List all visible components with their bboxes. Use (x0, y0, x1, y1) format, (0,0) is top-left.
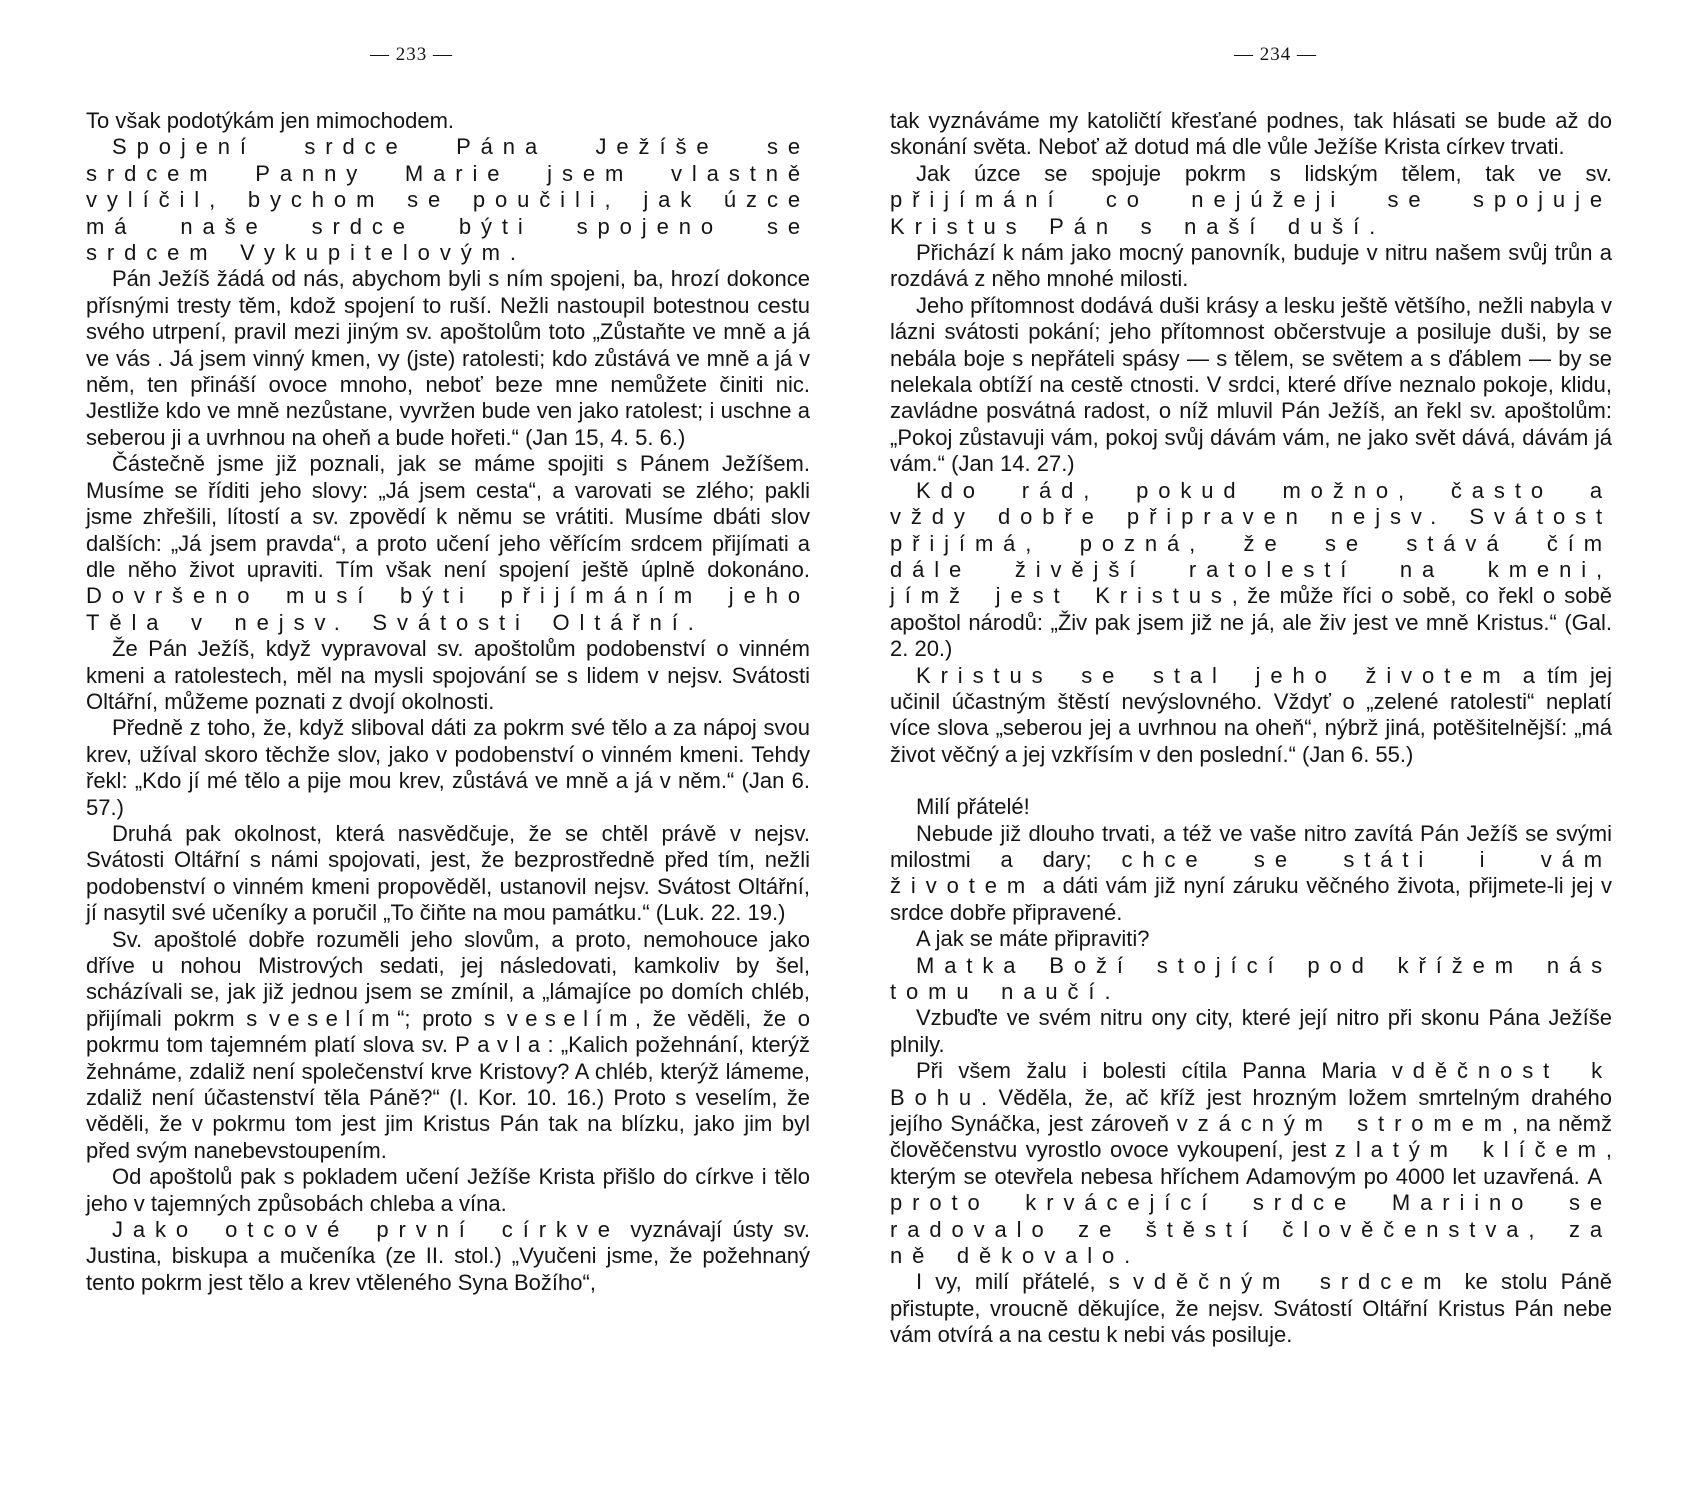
text-run: veselím (506, 1005, 635, 1031)
paragraph-l9 (86, 1164, 810, 1217)
right-page-text (890, 108, 1612, 1349)
text-run: Částečně jsme již poznali, jak se máme spojiti s Pánem Ježíšem. Musíme se říditi jeho slovy: „Já jsem cesta“, a varovati se zlého; pakli jsme zhřešili, lítostí a sv. zpovědí k němu se vrátiti. Musíme dbáti slov dalších: „Já jsem pravda“, a proto učení jeho věřícím srdcem přijímati a dle něho život upraviti. Tím však není spojení ještě úplně dokonáno. (86, 451, 810, 582)
text-run: Pán Ježíš žádá od nás, abychom byli s ním spojeni, ba, hrozí dokonce přísnými tresty těm, kdož spojení to ruší. Nežli nastoupil botestnou cestu svého utrpení, pravil mezi jiným sv. apoštolům toto „Zůstaňte ve mně a já ve vás . Já jsem vinný kmen, vy (jste) ratolesti; kdo zůstává ve mně a já v něm, ten přináší ovoce mnoho, neboť beze mne nemůžete činiti nic. Jestliže kdo ve mně nezůstane, vyvržen bude ven jako ratolest; i uschne a seberou ji a uvrhnou na oheň a bude hořeti.“ (Jan 15, 4. 5. 6.) (86, 266, 810, 450)
text-run: zlatým klíčem (1334, 1137, 1606, 1163)
text-run: Od apoštolů pak s pokladem učení Ježíše Krista přišlo do církve i tělo jeho v tajemných způsobách chleba a vína. (86, 1164, 810, 1216)
text-run: Přichází k nám jako mocný panovník, buduje v nitru našem svůj trůn a rozdává z něho mnohé milosti. (890, 240, 1612, 292)
text-run: Pavla (455, 1032, 548, 1058)
text-run: , že může říci o sobě, co řekl o sobě apoštol národů: „Živ pak jsem již ne já, ale živ jest ve mně Kristus.“ (Gal. 2. 20.) (890, 583, 1612, 662)
text-run: “; proto s (397, 1005, 507, 1031)
paragraph-r10 (890, 953, 1612, 1006)
text-run: Matka Boží stojící pod křížem nás tomu naučí. (890, 952, 1612, 1004)
text-run: I vy, milí přátelé, s (916, 1269, 1133, 1295)
paragraph-l7 (86, 821, 810, 927)
text-run: : „Kalich požehnání, kterýž žehnáme, zdaliž není společenství krve Kristovy? A chléb, kterýž lámeme, zdaliž není účastenství těla Páně?“ (I. Kor. 10. 16.) Proto s veselím, že věděli, že v pokrmu tom jest jim Kristus Pán tak na blízku, jako jim byl před svým nanebevstoupením. (86, 1032, 810, 1163)
text-run: Při všem žalu i bolesti cítila Panna Maria (916, 1058, 1392, 1084)
text-run: Nebude již dlouho trvati, a též ve vaše nitro zavítá Pán Ježíš se svými milostmi a dary; (890, 820, 1612, 872)
text-run: To však podotýkám jen mimochodem. (86, 108, 455, 133)
paragraph-r2 (890, 161, 1612, 240)
paragraph-r9 (890, 926, 1612, 952)
paragraph-r1 (890, 108, 1612, 161)
text-run: Kristus se stal jeho životem (916, 662, 1511, 688)
paragraph-l4 (86, 451, 810, 636)
text-run: Sv. apoštolé dobře rozuměli jeho slovům, a proto, nemohouce jako dříve u nohou Mistrových sedati, jej následovati, kamkoliv by šel, scházívali se, jak již jednou jsem se zmínil, a „lámajíce po domích chléb, přijímali pokrm s (86, 926, 810, 1031)
text-run: , kterým se otevřela nebesa hříchem Adamovým po 4000 let uzavřená. (890, 1137, 1612, 1189)
text-run: Spojení srdce Pána Ježíše se srdcem Panny Marie jsem vlastně vylíčil, bychom se poučili, jak úzce má naše srdce býti spojeno se srdcem Vykupitelovým. (86, 134, 810, 266)
text-run: , že věděli, že o pokrmu tom tajemném platí slova sv. (86, 1005, 810, 1058)
text-run: Jako otcové první církve (112, 1217, 620, 1243)
paragraph-r4 (890, 293, 1612, 478)
paragraph-l6 (86, 715, 810, 821)
paragraph-l8 (86, 927, 810, 1165)
text-run: Jeho přítomnost dodává duši krásy a lesku ještě většího, nežli nabyla v lázni svátosti pokání; jeho přítomnost občerstvuje a posiluje duši, by se nebála boje s nepřáteli spásy — s tělem, se světem a s ďáblem — by se nelekala obtíží na cestě ctnosti. V srdci, které dříve neznalo pokoje, klidu, zavládne posvátná radost, o níž mluvil Pán Ježíš, an řekl sv. apoštolům: „Pokoj zůstavuji vám, pokoj svůj dávám vám, ne jako svět dává, dávám já vám.“ (Jan 14. 27.) (890, 292, 1612, 477)
paragraph-r8 (890, 821, 1612, 927)
paragraph-l5 (86, 636, 810, 715)
text-run: Jak úzce se spojuje pokrm s lidským tělem, tak ve sv. (916, 160, 1612, 186)
text-run: , na němž člověčenstvu vyrostlo ovoce vykoupení, jest (890, 1111, 1612, 1163)
paragraph-l1 (86, 108, 810, 134)
paragraph-l10 (86, 1217, 810, 1296)
text-run: veselím (268, 1005, 398, 1031)
text-run: přijímání co nejúžeji se spojuje Kristus Pán s naší duší. (890, 187, 1612, 239)
text-run: ke stolu Páně přistupte, vroucně děkujíce, že nejsv. Svátostí Oltářní Kristus Pán nebe vám otvírá a na cestu k nebi vás posiluje. (890, 1269, 1613, 1348)
text-run: a dáti vám již nyní záruku věčného života, přijmete-li jej v srdce dobře připravené. (890, 873, 1612, 925)
text-run: vzácným stromem (1176, 1111, 1513, 1137)
text-run: vyznávají ústy sv. Justina, biskupa a mučeníka (ze II. stol.) „Vyučeni jsme, že požehnaný tento pokrm jest tělo a krev vtěleného Syna Božího“, (86, 1217, 811, 1295)
text-run: A proto krvácející srdce Mariino se radovalo ze štěstí člověčenstva, za ně děkovalo. (890, 1163, 1612, 1269)
text-run: tak vyznáváme my katoličtí křesťané podnes, tak hlásati se bude až do skonání světa. Neboť až dotud má dle vůle Ježíše Krista církev trvati. (890, 108, 1612, 160)
text-run: vděčným srdcem (1132, 1269, 1452, 1295)
text-run: Milí přátelé! (916, 794, 1030, 820)
text-run: Že Pán Ježíš, když vypravoval sv. apoštolům podobenství o vinném kmeni a ratolestech, měl na mysli spojování se s lidem v nejsv. Svátosti Oltářní, můžeme poznati z dvojí okolnosti. (86, 636, 810, 714)
text-run: a tím jej učinil účastným štěstí nevýslovného. Vždyť o „zelené ratolesti“ neplatí více slova „seberou jej a uvrhnou na oheň“, nýbrž jiná, potěšitelnější: „má život věčný a jej vzkřísím v den poslední.“ (Jan 6. 55.) (890, 662, 1612, 767)
paragraph-r6 (890, 663, 1612, 769)
paragraph-r13 (890, 1269, 1612, 1348)
text-run: Kdo rád, pokud možno, často a vždy dobře připraven nejsv. Svátost přijímá, pozná, že se stává čím dále živější ratolestí na kmeni, jímž jest Kristus (890, 477, 1612, 609)
text-run: vděčnost k Bohu (890, 1058, 1612, 1110)
paragraph-r11 (890, 1005, 1612, 1058)
text-run: A jak se máte připraviti? (916, 926, 1150, 952)
left-page-text (86, 108, 810, 1296)
text-run: chce se státi i vám životem (890, 846, 1613, 899)
paragraph-r5 (890, 478, 1612, 663)
text-run: Předně z toho, že, když sliboval dáti za pokrm své tělo a za nápoj svou krev, užíval skoro těchže slov, jako v podobenství o vinném kmeni. Tehdy řekl: „Kdo jí mé tělo a pije mou krev, zůstává ve mně a já v něm.“ (Jan 6. 57.) (86, 715, 810, 820)
right-page (854, 0, 1708, 1500)
text-run: . Věděla, že, ač kříž jest hrozným ložem smrtelným drahého jejího Synáčka, jest zároveň (890, 1084, 1612, 1137)
paragraph-r12 (890, 1058, 1612, 1269)
paragraph-r3 (890, 240, 1612, 293)
text-run: Druhá pak okolnost, která nasvědčuje, že se chtěl právě v nejsv. Svátosti Oltářní s námi spojovati, jest, že bezprostředně před tím, nežli podobenství o vinném kmeni propověděl, ustanovil nejsv. Svátost Oltářní, jí nasytil své učeníky a poručil „To čiňte na mou památku.“ (Luk. 22. 19.) (86, 820, 810, 926)
text-run: Vzbuďte ve svém nitru ony city, které její nitro při skonu Pána Ježíše plnily. (890, 1005, 1612, 1057)
paragraph-l3 (86, 266, 810, 451)
page-number-left: — 233 — (370, 44, 453, 65)
paragraph-r7 (890, 794, 1612, 820)
page-number-right: — 234 — (1234, 44, 1317, 65)
text-run: Dovršeno musí býti přijímáním jeho Těla v nejsv. Svátosti Oltářní. (86, 583, 810, 635)
paragraph-l2 (86, 134, 810, 266)
